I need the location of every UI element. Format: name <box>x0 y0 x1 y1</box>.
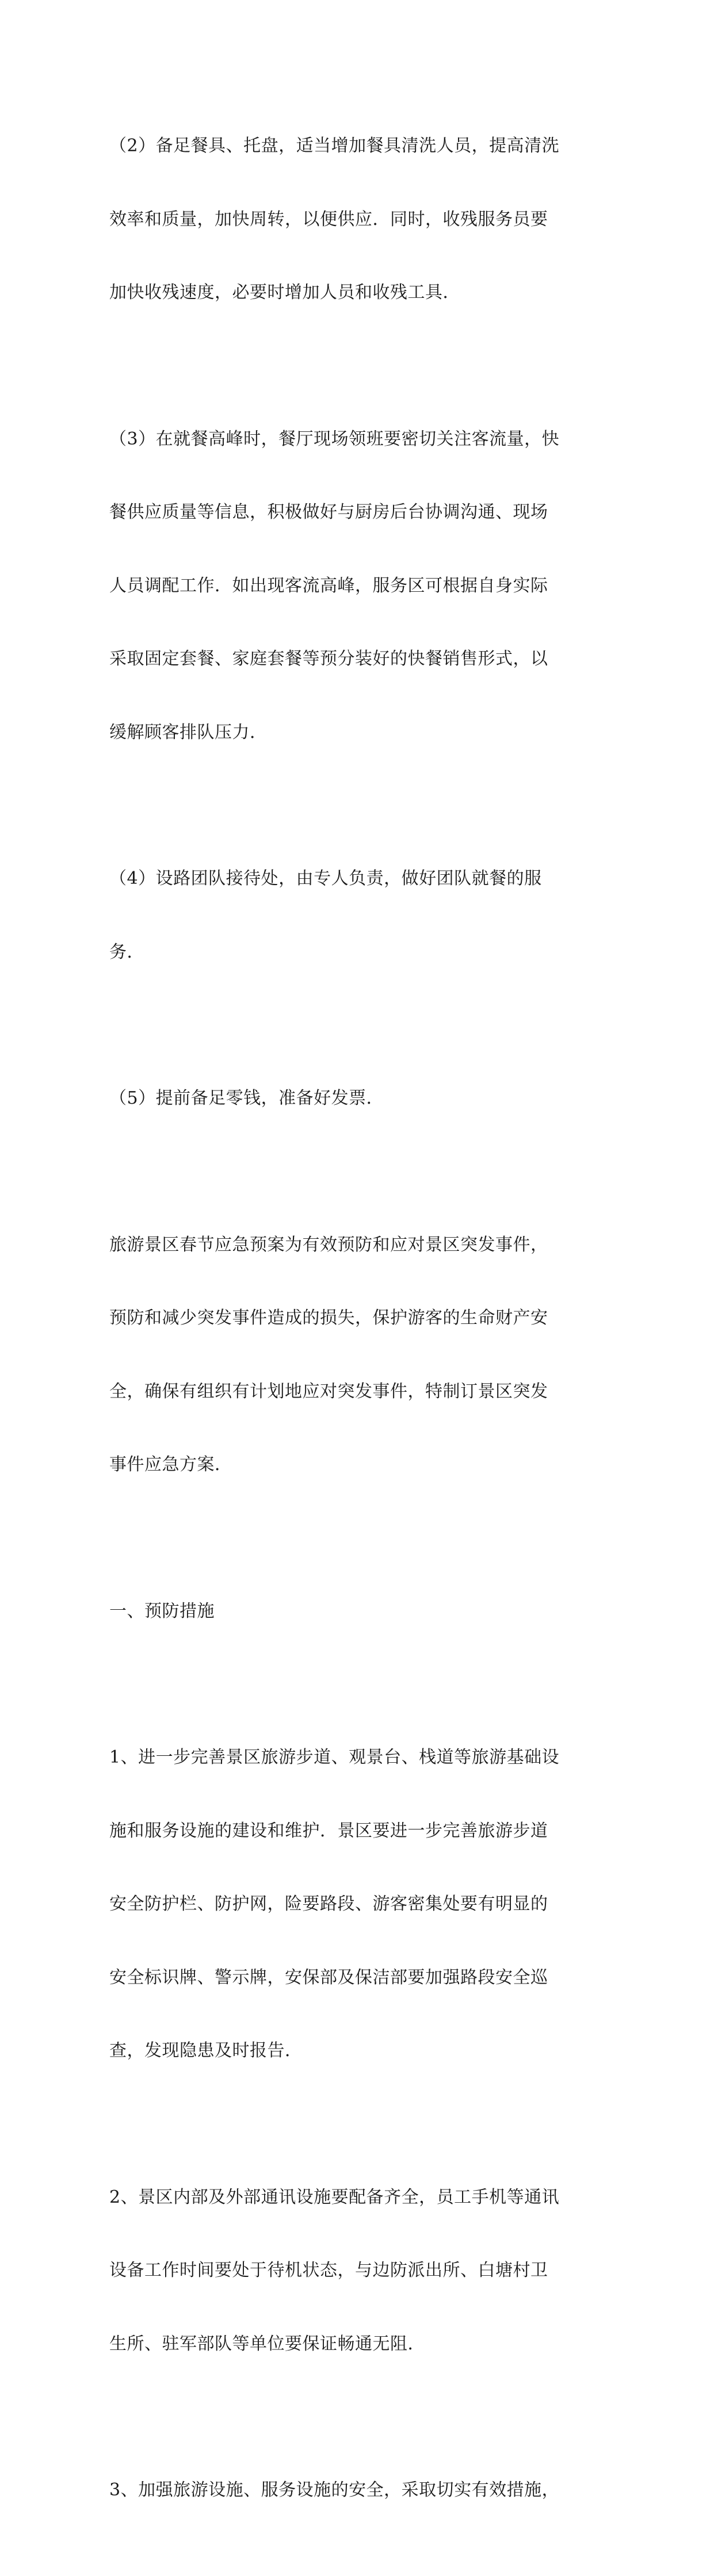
text-line: 餐供应质量等信息，积极做好与厨房后台协调沟通、现场 <box>109 502 548 522</box>
text-line: 2、景区内部及外部通讯设施要配备齐全，员工手机等通讯 <box>109 2187 560 2207</box>
measure-1 <box>109 1697 604 2112</box>
heading-line: 一、预防措施 <box>109 1601 215 1621</box>
text-line: 全，确保有组织有计划地应对突发事件，特制订景区突发 <box>109 1381 548 1402</box>
text-line: 查，发现隐患及时报告． <box>109 2041 303 2061</box>
text-line: 加快收残速度，必要时增加人员和收残工具． <box>109 282 460 303</box>
paragraph-4 <box>109 818 604 1013</box>
measure-2 <box>109 2137 604 2406</box>
text-line: 1、进一步完善景区旅游步道、观景台、栈道等旅游基础设 <box>109 1747 560 1767</box>
section-heading <box>109 1551 604 1673</box>
text-line: 人员调配工作．如出现客流高峰，服务区可根据自身实际 <box>109 575 548 596</box>
document-body <box>109 85 604 2576</box>
text-line: 效率和质量，加快周转，以便供应．同时，收残服务员要 <box>109 209 548 229</box>
text-line: 旅游景区春节应急预案为有效预防和应对景区突发事件， <box>109 1234 548 1255</box>
text-line: 务． <box>109 941 144 962</box>
paragraph-intro <box>109 1184 604 1526</box>
text-line: 施和服务设施的建设和维护．景区要进一步完善旅游步道 <box>109 1820 548 1841</box>
paragraph-2 <box>109 85 604 354</box>
text-line: 采取固定套餐、家庭套餐等预分装好的快餐销售形式，以 <box>109 649 548 669</box>
text-line: （2）备足餐具、托盘，适当增加餐具清洗人员，提高清洗 <box>109 136 560 156</box>
measure-3 <box>109 2429 604 2552</box>
text-line: 安全标识牌、警示牌，安保部及保洁部要加强路段安全巡 <box>109 1967 548 1988</box>
text-line: 安全防护栏、防护网，险要路段、游客密集处要有明显的 <box>109 1894 548 1914</box>
text-line: 缓解顾客排队压力． <box>109 722 268 742</box>
text-line: 事件应急方案． <box>109 1454 232 1475</box>
text-line: 设备工作时间要处于待机状态，与边防派出所、白塘村卫 <box>109 2260 548 2280</box>
text-line: （4）设路团队接待处，由专人负责，做好团队就餐的服 <box>109 868 542 889</box>
text-line: （5）提前备足零钱，准备好发票． <box>109 1088 384 1108</box>
text-line: 预防和减少突发事件造成的损失，保护游客的生命财产安 <box>109 1308 548 1328</box>
text-line: 3、加强旅游设施、服务设施的安全，采取切实有效措施， <box>109 2480 560 2500</box>
text-line: （3）在就餐高峰时，餐厅现场领班要密切关注客流量，快 <box>109 428 560 449</box>
paragraph-3 <box>109 378 604 794</box>
text-line: 生所、驻军部队等单位要保证畅通无阻． <box>109 2333 425 2354</box>
paragraph-5 <box>109 1038 604 1160</box>
